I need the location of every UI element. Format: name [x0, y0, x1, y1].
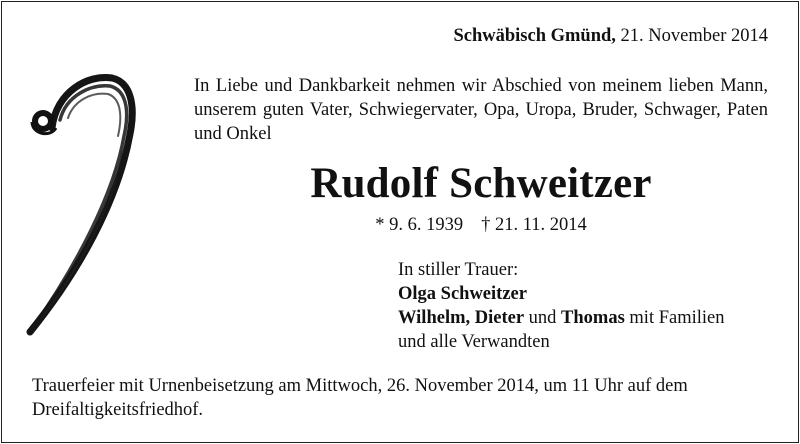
intro-text: In Liebe und Dankbarkeit nehmen wir Abschied von meinem lieben Mann, unserem guten Vater, Schwiegervater, Opa, Uropa, Bruder, Schwager, Paten und Onkel [194, 76, 768, 144]
funeral-info: Trauerfeier mit Urnenbeisetzung am Mittwoch, 26. November 2014, um 11 Uhr auf dem Dreifaltigkeitsfriedhof. [32, 376, 688, 420]
mourning-intro: In stiller Trauer: [398, 260, 519, 280]
mourner-child-last: Thomas [561, 308, 625, 328]
notice-date: 21. November 2014 [620, 26, 768, 46]
life-dates [194, 213, 768, 237]
bass-clef-brushstroke-icon [22, 70, 142, 340]
place-date-line [453, 24, 768, 48]
with-families: mit Familien [624, 308, 725, 328]
mourner-relatives: und alle Verwandten [398, 332, 550, 352]
conjunction-and: und [524, 308, 562, 328]
mourner-wife: Olga Schweitzer [398, 284, 527, 304]
deceased-name: Rudolf Schweitzer [310, 160, 652, 207]
mourner-children-line [398, 306, 725, 330]
mourner-children: Wilhelm, Dieter [398, 308, 525, 328]
death-date: † 21. 11. 2014 [481, 215, 587, 235]
birth-date: * 9. 6. 1939 [375, 215, 464, 235]
place: Schwäbisch Gmünd, [453, 26, 616, 46]
mourners-block [398, 258, 725, 354]
